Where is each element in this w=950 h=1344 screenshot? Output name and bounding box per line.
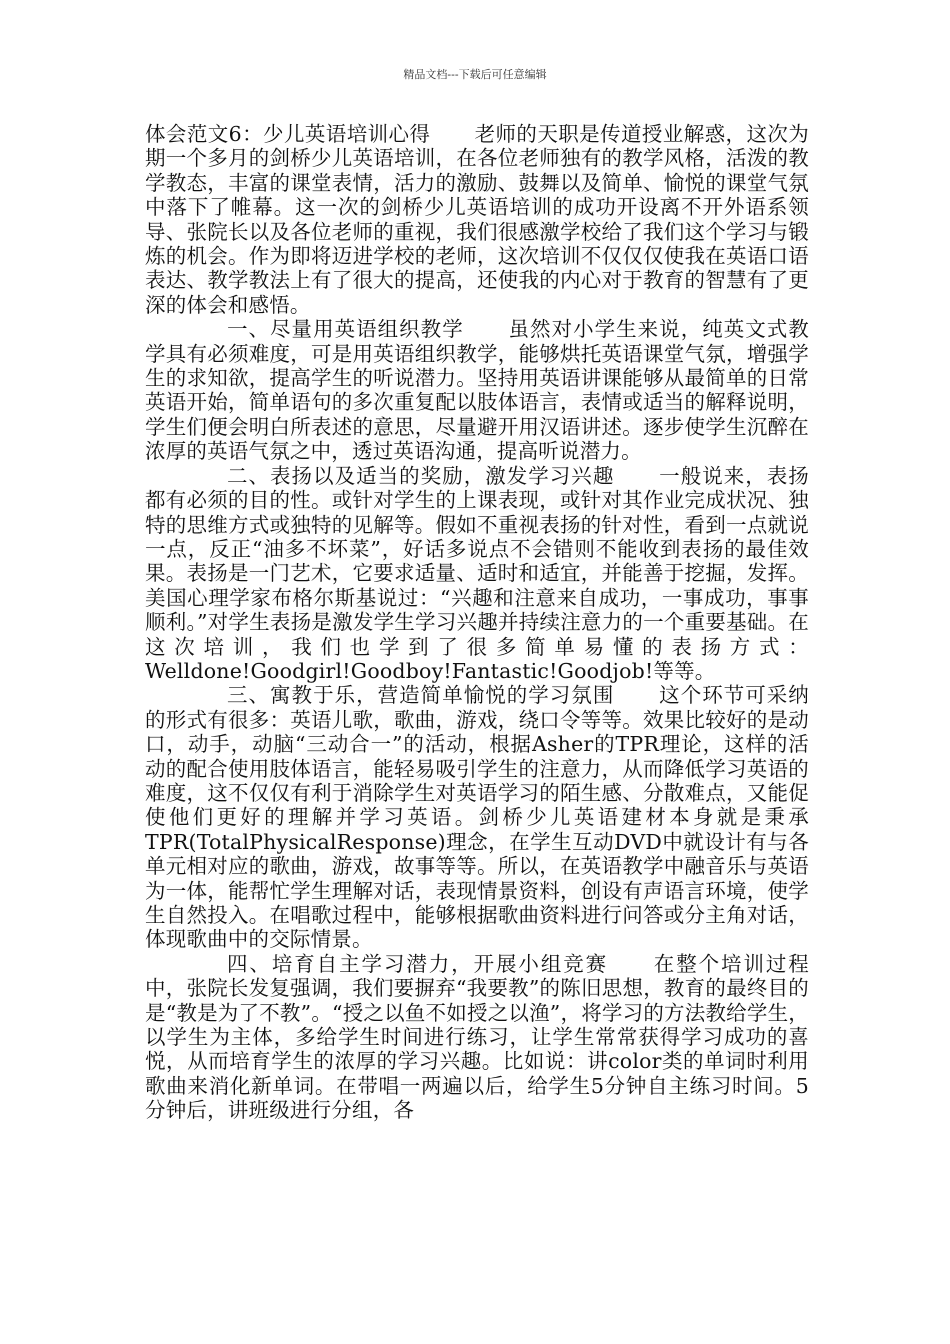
document-body <box>145 122 809 1123</box>
paragraph-intro <box>145 122 809 317</box>
paragraph-text: 老师的天职是传道授业解惑，这次为期一个多月的剑桥少儿英语培训，在各位老师独有的教学风格，活泼的教学教态，丰富的课堂表情，活力的激励、鼓舞以及简单、愉悦的课堂气氛中落下了帷幕。这一次的剑桥少儿英语培训的成功开设离不开外语系领导、张院长以及各位老师的重视，我们很感激学校给了我们这个学习与锻炼的机会。作为即将迈进学校的老师，这次培训不仅仅仅使我在英语口语表达、教学教法上有了很大的提高，还使我的内心对于教育的智慧有了更深的体会和感悟。 <box>145 122 810 317</box>
section-heading: 四、培育自主学习潜力，开展小组竞赛 <box>227 951 609 976</box>
paragraph-section-2 <box>145 464 809 684</box>
page-header: 精品文档---下载后可任意编辑 <box>403 68 547 81</box>
paragraph-section-3 <box>145 683 809 951</box>
paragraph-section-1 <box>145 317 809 463</box>
paragraph-text: 一般说来，表扬都有必须的目的性。或针对学生的上课表现，或针对其作业完成状况、独特的思维方式或独特的见解等。假如不重视表扬的针对性，看到一点就说一点，反正“油多不坏菜”，好话多说点不会错则不能收到表扬的最佳效果。表扬是一门艺术，它要求适量、适时和适宜，并能善于挖掘，发挥。美国心理学家布格尔斯基说过：“兴趣和注意来自成功，一事成功，事事顺利。”对学生表扬是激发学生学习兴趣并持续注意力的一个重要基础。在这次培训，我们也学到了很多简单易懂的表扬方式：Welldone!Goodgirl!Goodboy!Fantastic!Goodjob!等等。 <box>145 463 809 683</box>
paragraph-heading: 体会范文6：少儿英语培训心得 <box>145 122 431 146</box>
paragraph-text: 这个环节可采纳的形式有很多：英语儿歌，歌曲，游戏，绕口令等等。效果比较好的是动口，动手，动脑“三动合一”的活动，根据Asher的TPR理论，这样的活动的配合使用肢体语言，能轻易吸引学生的注意力，从而降低学习英语的难度，这不仅仅有利于消除学生对英语学习的陌生感、分散难点，又能促使他们更好的理解并学习英语。剑桥少儿英语建材本身就是秉承TPR(TotalPhysicalResponse)理念，在学生互动DVD中就设计有与各单元相对应的歌曲，游戏，故事等等。所以，在英语教学中融音乐与英语为一体，能帮忙学生理解对话，表现情景资料，创设有声语言环境，使学生自然投入。在唱歌过程中，能够根据歌曲资料进行问答或分主角对话，体现歌曲中的交际情景。 <box>145 683 809 952</box>
paragraph-text: 在整个培训过程中，张院长发复强调，我们要摒弃“我要教”的陈旧思想，教育的最终目的是“教是为了不教”。“授之以鱼不如授之以渔”，将学习的方法教给学生，以学生为主体，多给学生时间进行练习，让学生常常获得学习成功的喜悦，从而培育学生的浓厚的学习兴趣。比如说：讲color类的单词时利用歌曲来消化新单词。在带唱一两遍以后，给学生5分钟自主练习时间。5分钟后，讲班级进行分组，各 <box>145 951 809 1123</box>
section-heading: 二、表扬以及适当的奖励，激发学习兴趣 <box>227 463 615 488</box>
paragraph-section-4 <box>145 952 809 1123</box>
paragraph-text: 虽然对小学生来说，纯英文式教学具有必须难度，可是用英语组织教学，能够烘托英语课堂气氛，增强学生的求知欲，提高学生的听说潜力。坚持用英语讲课能够从最简单的日常英语开始，简单语句的多次重复配以肢体语言，表情或适当的解释说明，学生们便会明白所表述的意思，尽量避开用汉语讲述。逐步使学生沉醉在浓厚的英语气氛之中，透过英语沟通，提高听说潜力。 <box>145 317 809 464</box>
section-heading: 三、寓教于乐，营造简单愉悦的学习氛围 <box>227 683 615 708</box>
section-heading: 一、尽量用英语组织教学 <box>227 317 464 342</box>
